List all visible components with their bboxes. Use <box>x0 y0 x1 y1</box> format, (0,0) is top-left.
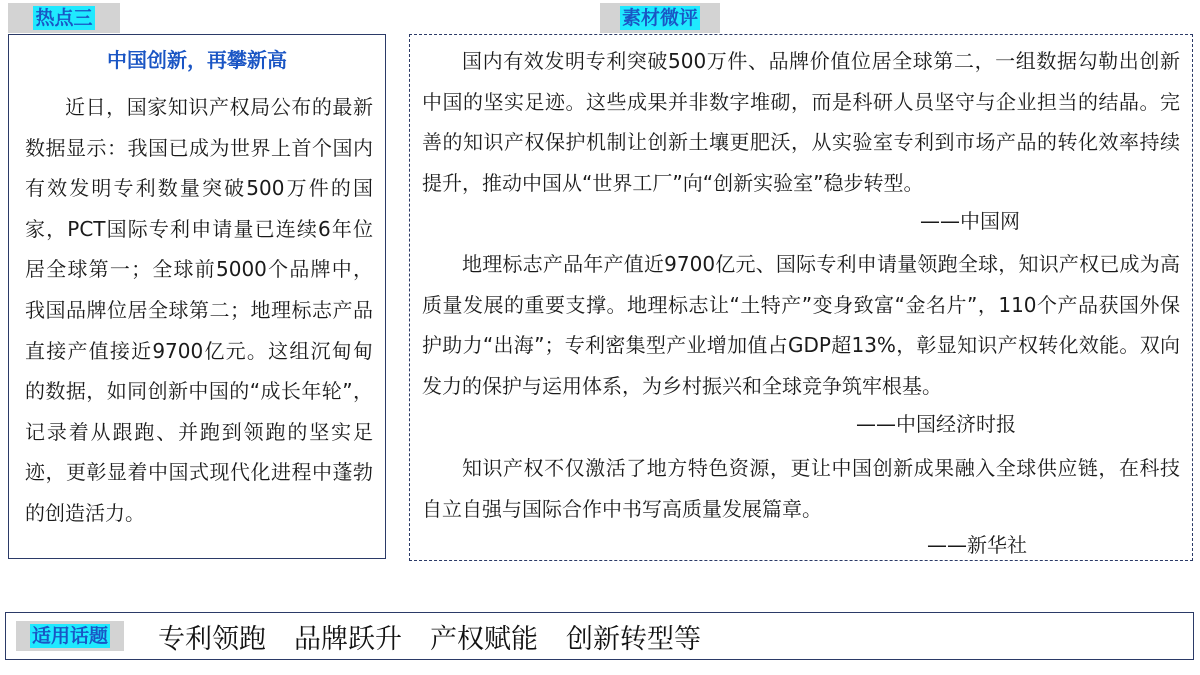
news-box <box>8 34 386 559</box>
commentary-box <box>409 34 1193 561</box>
commentary-source-1: ——中国网 <box>920 209 1020 233</box>
material-tag <box>600 3 720 33</box>
news-body: 近日，国家知识产权局公布的最新数据显示：我国已成为世界上首个国内有效发明专利数量突破500万件的国家，PCT国际专利申请量已连续6年位居全球第一；全球前5000个品牌中，我国品牌位居全球第二；地理标志产品直接产值接近9700亿元。这组沉甸甸的数据，如同创新中国的“成长年轮”，记录着从跟跑、并跑到领跑的坚实足迹，更彰显着中国式现代化进程中蓬勃的创造活力。 <box>25 95 373 525</box>
topics-bar <box>5 612 1194 660</box>
topics-tag <box>16 621 124 651</box>
commentary-paragraph-1: 国内有效发明专利突破500万件、品牌价值位居全球第二，一组数据勾勒出创新中国的坚实足迹。这些成果并非数字堆砌，而是科研人员坚守与企业担当的结晶。完善的知识产权保护机制让创新土壤更肥沃，从实验室专利到市场产品的转化效率持续提升，推动中国从“世界工厂”向“创新实验室”稳步转型。 <box>422 49 1180 195</box>
hotspot-label: 热点三 <box>35 7 93 29</box>
news-title: 中国创新，再攀新高 <box>107 48 287 72</box>
topics-list <box>158 618 701 654</box>
topic-item: 品牌跃升 <box>294 623 402 655</box>
topic-item: 专利领跑 <box>158 623 266 655</box>
topic-item: 创新转型等 <box>566 623 701 655</box>
topics-label: 适用话题 <box>31 625 108 647</box>
topic-item: 产权赋能 <box>430 623 538 655</box>
material-label: 素材微评 <box>621 7 698 29</box>
commentary-paragraph-2: 地理标志产品年产值近9700亿元、国际专利申请量领跑全球，知识产权已成为高质量发展的重要支撑。地理标志让“土特产”变身致富“金名片”，110个产品获国外保护助力“出海”；专利密集型产业增加值占GDP超13%，彰显知识产权转化效能。双向发力的保护与运用体系，为乡村振兴和全球竞争筑牢根基。 <box>422 252 1180 398</box>
commentary-paragraph-3: 知识产权不仅激活了地方特色资源，更让中国创新成果融入全球供应链，在科技自立自强与国际合作中书写高质量发展篇章。 <box>422 456 1180 521</box>
commentary-source-2: ——中国经济时报 <box>856 412 1016 436</box>
hotspot-tag <box>8 3 120 33</box>
commentary-source-3: ——新华社 <box>927 533 1027 557</box>
